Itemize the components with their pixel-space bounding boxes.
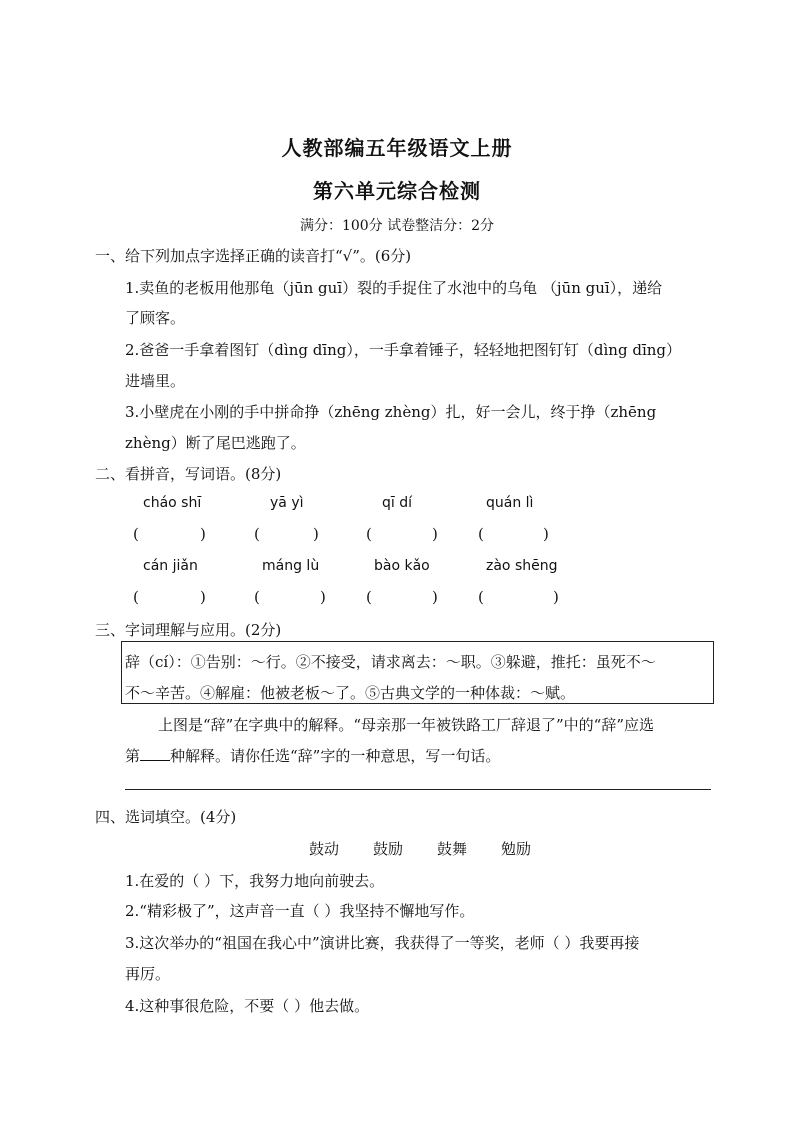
answer-writing-line[interactable] xyxy=(125,789,711,790)
answer-paren-close: ) xyxy=(432,588,438,606)
pinyin-item: bào kǎo xyxy=(374,558,430,574)
word-choice: 鼓舞 xyxy=(437,840,468,858)
pinyin-item: cán jiǎn xyxy=(143,558,198,574)
question-3-text-line-2 xyxy=(125,745,500,766)
answer-paren-open: ( xyxy=(254,525,260,543)
answer-paren-open: ( xyxy=(133,588,139,606)
answer-paren-open: ( xyxy=(254,588,260,606)
question-4-4: 4.这种事很危险，不要（ ）他去做。 xyxy=(125,997,370,1015)
score-line: 满分：100分 试卷整洁分：2分 xyxy=(299,218,495,234)
question-1-1-line-2: 了顾客。 xyxy=(125,309,186,327)
answer-paren-close: ) xyxy=(543,525,549,543)
question-3-text-suffix: 种解释。请你任选“辞”字的一种意思，写一句话。 xyxy=(170,747,501,765)
word-choice: 勉励 xyxy=(501,840,532,858)
answer-paren-close: ) xyxy=(313,525,319,543)
answer-paren-close: ) xyxy=(200,525,206,543)
document-subtitle: 第六单元综合检测 xyxy=(313,179,481,203)
pinyin-item: máng lù xyxy=(262,558,320,574)
section-1-heading: 一、给下列加点字选择正确的读音打“√”。(6分) xyxy=(95,247,412,265)
answer-paren-close: ) xyxy=(432,525,438,543)
answer-paren-open: ( xyxy=(478,525,484,543)
question-1-3-line-1: 3.小壁虎在小刚的手中拼命挣（zhēng zhèng）扎，好一会儿，终于挣（zhēng xyxy=(125,403,657,421)
question-1-2-line-1: 2.爸爸一手拿着图钉（dìng dīng），一手拿着锤子，轻轻地把图钉钉（dìng dīng） xyxy=(125,341,681,359)
question-4-3-line-2: 再厉。 xyxy=(125,965,171,983)
question-1-3-line-2: zhèng）断了尾巴逃跑了。 xyxy=(125,434,306,452)
pinyin-item: qī dí xyxy=(382,495,413,511)
pinyin-item: zào shēng xyxy=(486,558,558,574)
pinyin-item: yā yì xyxy=(270,495,304,511)
word-choice: 鼓励 xyxy=(373,840,404,858)
pinyin-item: cháo shī xyxy=(143,495,202,511)
answer-blank[interactable] xyxy=(140,746,170,761)
pinyin-item: quán lì xyxy=(486,495,534,511)
answer-paren-open: ( xyxy=(366,525,372,543)
answer-paren-open: ( xyxy=(366,588,372,606)
answer-paren-close: ) xyxy=(553,588,559,606)
answer-paren-open: ( xyxy=(478,588,484,606)
section-2-heading: 二、看拼音，写词语。(8分) xyxy=(95,465,282,483)
section-4-heading: 四、选词填空。(4分) xyxy=(95,808,237,826)
question-4-2: 2.“精彩极了”，这声音一直（ ）我坚持不懈地写作。 xyxy=(125,902,475,920)
definition-line-2: 不～辛苦。④解雇：他被老板～了。⑤古典文学的一种体裁：～赋。 xyxy=(125,684,576,702)
document-title: 人教部编五年级语文上册 xyxy=(281,136,513,160)
question-4-1: 1.在爱的（ ）下，我努力地向前驶去。 xyxy=(125,872,385,890)
question-1-2-line-2: 进墙里。 xyxy=(125,372,186,390)
question-3-text-line-1: 上图是“辞”在字典中的解释。“母亲那一年被铁路工厂辞退了”中的“辞”应选 xyxy=(158,716,655,734)
question-3-text-prefix: 第 xyxy=(125,747,141,765)
answer-paren-close: ) xyxy=(200,588,206,606)
word-choice: 鼓动 xyxy=(309,840,340,858)
section-3-heading: 三、字词理解与应用。(2分) xyxy=(95,621,282,639)
answer-paren-close: ) xyxy=(320,588,326,606)
answer-paren-open: ( xyxy=(133,525,139,543)
definition-line-1: 辞（cí）：①告别：～行。②不接受，请求离去：～职。③躲避，推托：虽死不～ xyxy=(125,653,656,671)
question-4-3-line-1: 3.这次举办的“祖国在我心中”演讲比赛，我获得了一等奖，老师（ ）我要再接 xyxy=(125,934,640,952)
question-1-1-line-1: 1.卖鱼的老板用他那龟（jūn guī）裂的手捉住了水池中的乌龟 （jūn guī），递给 xyxy=(125,279,663,297)
